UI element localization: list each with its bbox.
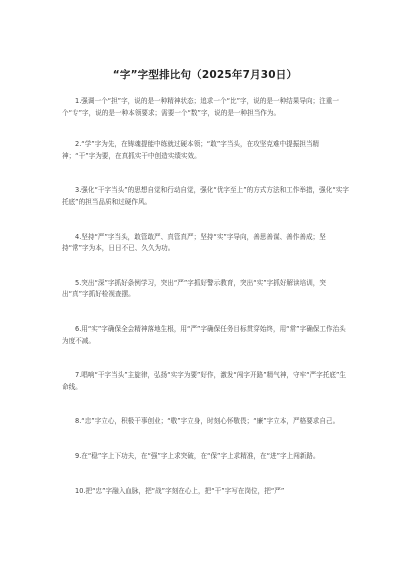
list-item: 1.强调一个“担”字，说的是一种精神状态；追求一个“比”字，说的是一种结果导向；注重一个“专”字，说的是一种本领要求；需要一个“数”字，说的是一种担当作为。 <box>62 97 339 117</box>
list-item: 3.强化“干字当头”的思想自觉和行动自觉，强化“优字至上”的方式方法和工作举措，强化“实字托底”的担当品质和过硬作风。 <box>62 186 349 206</box>
list-item: 4.坚持“严”字当头，敢管敢严、真管真严；坚持“实”字导向，善思善谋、善作善成；坚持“常”字为本，日日不已、久久为功。 <box>62 232 326 253</box>
document-title: “字”字型排比句（2025年7月30日） <box>112 69 298 81</box>
list-item: 5.突出“深”字抓好条例学习，突出“严”字抓好警示教育，突出“实”字抓好解读培训，突出“真”字抓好检视查摆。 <box>62 278 326 299</box>
list-item: 8.“忠”字立心，积极干事创业；“敬”字立身，时刻心怀敬畏；“廉”字立本，严格要求自己。 <box>75 417 340 426</box>
list-item: 7.唱响“干字当头”主旋律，弘扬“实字为要”好作，激发“闯字开路”精气神，守牢“严字托底”生命线。 <box>62 371 346 391</box>
list-item: 9.在“稳”字上下功夫，在“强”字上求突破，在“保”字上求精准，在“进”字上闯新路。 <box>75 451 320 460</box>
list-item: 2.“学”字为先，在铸魂提能中练就过硬本领；“敢”字当头，在攻坚克难中提振担当精神；“干”字为要，在真抓实干中创造实绩实效。 <box>62 140 320 160</box>
list-item: 6.用“实”字确保全会精神落地生根，用“严”字确保任务目标贯穿始终，用“常”字确保工作治头为度不减。 <box>62 324 346 345</box>
list-item: 10.把“忠”字融入血脉，把“战”字刻在心上，把“干”字写在岗位，把“严” <box>75 486 285 495</box>
item-list <box>62 96 350 498</box>
